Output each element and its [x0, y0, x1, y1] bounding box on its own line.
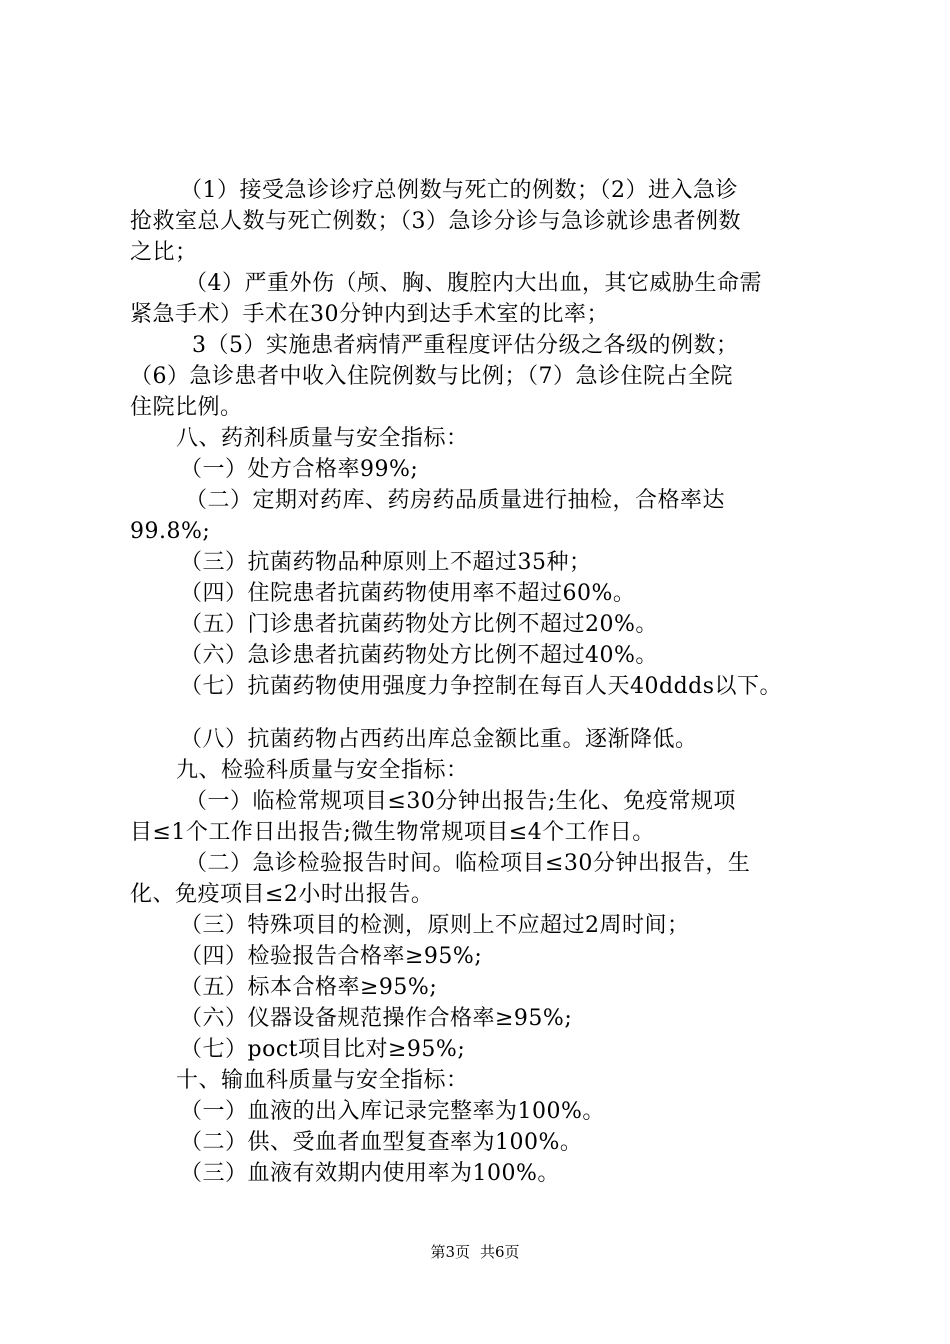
text-line: （六）仪器设备规范操作合格率≥95%;: [180, 1006, 573, 1031]
text-line: 住院比例。: [130, 395, 243, 420]
text-line: 抢救室总人数与死亡例数；（3）急诊分诊与急诊就诊患者例数: [130, 209, 741, 234]
text-line: （八）抗菌药物占西药出库总金额比重。逐渐降低。: [180, 727, 698, 752]
section-heading: 九、检验科质量与安全指标：: [176, 758, 469, 783]
text-line: （1）接受急诊诊疗总例数与死亡的例数；（2）进入急诊: [180, 178, 738, 203]
text-line: （6）急诊患者中收入住院例数与比例；（7）急诊住院占全院: [130, 364, 733, 389]
blank-line: [130, 702, 870, 724]
page-footer: [0, 1242, 950, 1262]
text-line: （4）严重外伤（颅、胸、腹腔内大出血，其它威胁生命需: [185, 271, 762, 296]
text-line: （一）处方合格率99%;: [180, 457, 419, 482]
section-heading: 十、输血科质量与安全指标：: [176, 1068, 469, 1093]
text-line: （七）poct项目比对≥95%;: [180, 1037, 466, 1062]
text-line: （五）标本合格率≥95%;: [180, 975, 438, 1000]
text-line: （五）门诊患者抗菌药物处方比例不超过20%。: [180, 612, 658, 637]
text-line: （六）急诊患者抗菌药物处方比例不超过40%。: [180, 643, 658, 668]
text-line: （二）供、受血者血型复查率为100%。: [180, 1130, 583, 1155]
text-line: （四）住院患者抗菌药物使用率不超过60%。: [180, 581, 636, 606]
text-line: 目≤1个工作日出报告;微生物常规项目≤4个工作日。: [130, 820, 655, 845]
text-line: （四）检验报告合格率≥95%;: [180, 944, 483, 969]
text-line: 之比；: [130, 240, 198, 265]
text-line: （三）特殊项目的检测，原则上不应超过2周时间；: [180, 913, 690, 938]
text-line: 99.8%;: [130, 519, 211, 544]
text-line: 化、免疫项目≤2小时出报告。: [130, 882, 434, 907]
text-line: （一）血液的出入库记录完整率为100%。: [180, 1099, 605, 1124]
text-line: （二）定期对药库、药房药品质量进行抽检，合格率达: [185, 488, 726, 513]
text-line: （三）血液有效期内使用率为100%。: [180, 1161, 560, 1186]
document-body: [130, 175, 870, 1189]
text-line: （七）抗菌药物使用强度力争控制在每百人天40ddds以下。: [180, 674, 783, 699]
page-number: 第3页: [430, 1243, 470, 1261]
text-line: （一）临检常规项目≤30分钟出报告;生化、免疫常规项: [185, 789, 736, 814]
text-line: 3（5）实施患者病情严重程度评估分级之各级的例数；: [192, 333, 739, 358]
page-total: 共6页: [480, 1243, 520, 1261]
section-heading: 八、药剂科质量与安全指标：: [176, 426, 469, 451]
text-line: （二）急诊检验报告时间。临检项目≤30分钟出报告，生: [185, 851, 751, 876]
text-line: （三）抗菌药物品种原则上不超过35种；: [180, 550, 592, 575]
text-line: 紧急手术）手术在30分钟内到达手术室的比率；: [130, 302, 609, 327]
